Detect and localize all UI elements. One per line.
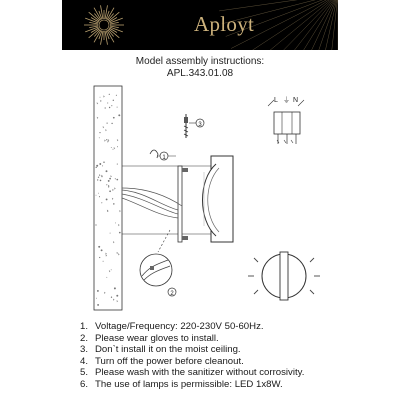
list-item: 1. Voltage/Frequency: 220-230V 50-60Hz.	[80, 321, 264, 332]
list-item: 3. Don`t install it on the moist ceiling.	[80, 344, 241, 356]
callout-1-group	[150, 150, 176, 161]
brand-name: Aployt	[194, 12, 255, 36]
lamp-front-view	[248, 252, 320, 300]
terminal-n-label: N	[293, 97, 299, 104]
safety-notes-list	[80, 321, 304, 391]
list-item: 4. Turn off the power before cleanout.	[80, 355, 244, 367]
callout-3-label: 3	[198, 122, 202, 128]
terminal-block	[268, 96, 304, 144]
wires	[122, 188, 182, 218]
lamp-side-view	[203, 156, 234, 242]
wall-section	[94, 86, 122, 310]
list-item: 6. The use of lamps is permissible: LED 1x8W.	[80, 378, 283, 390]
terminal-ground-label: ⏚	[283, 97, 290, 104]
instructions-title: Model assembly instructions:	[135, 56, 265, 67]
screw-anchor	[184, 114, 204, 138]
callout-1-label: 1	[162, 155, 166, 161]
wire-detail-zoom	[140, 230, 176, 297]
list-item: 2. Please wear gloves to install.	[80, 332, 219, 344]
terminal-l-label: L	[274, 97, 278, 104]
callout-2-label: 2	[170, 291, 174, 297]
assembly-diagram	[0, 80, 400, 315]
model-number: APL.343.01.08	[166, 68, 234, 79]
list-item: 5. Please wash with the sanitizer without corrosivity.	[80, 367, 305, 379]
brand-banner	[62, 0, 338, 50]
